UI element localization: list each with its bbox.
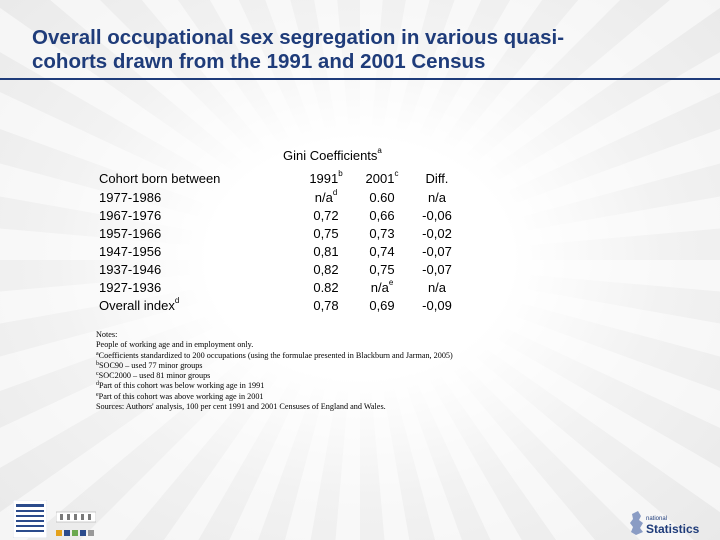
col-header-1991 (296, 171, 356, 186)
col-header-diff: Diff. (425, 171, 449, 186)
value-diff (407, 190, 467, 205)
notes-heading: Notes: (96, 330, 118, 339)
value-1991 (296, 226, 356, 241)
gini-header-sup: a (377, 146, 382, 155)
uk-map-icon (630, 511, 643, 535)
value-2001 (352, 244, 412, 259)
cohort-label (99, 262, 161, 277)
cohort-label-text: 1957-1966 (99, 226, 162, 241)
value-1991-text: 0,72 (313, 208, 339, 223)
note-line (96, 381, 526, 391)
note-line (96, 371, 526, 381)
value-2001-text: 0,74 (369, 244, 395, 259)
note-text: Coefficients standardized to 200 occupations (using the formulae presented in Blackburn and Jarman, 2005) (98, 350, 453, 360)
value-diff-text: -0,02 (422, 226, 452, 241)
col-header-2001 (352, 171, 412, 186)
note-text: Sources: Authors' analysis, 100 per cent 1991 and 2001 Censuses of England and Wales. (96, 402, 386, 412)
note-marker: b (96, 360, 99, 367)
note-text: SOC90 – used 77 minor groups (99, 360, 203, 370)
value-1991-text: 0,82 (313, 262, 339, 277)
value-diff (407, 226, 467, 241)
note-text: SOC2000 – used 81 minor groups (98, 371, 211, 381)
value-1991 (296, 208, 356, 223)
value-2001-text: 0,73 (369, 226, 395, 241)
value-2001 (352, 280, 412, 295)
overall-diff: -0,09 (422, 298, 452, 313)
value-2001-text: 0,75 (369, 262, 395, 277)
value-diff-text: n/a (427, 190, 447, 205)
value-1991-text: n/a (314, 190, 333, 205)
note-marker: d (96, 381, 99, 388)
overall-2001: 0,69 (369, 298, 395, 313)
overall-label-text: Overall index (99, 298, 175, 313)
note-marker: a (96, 350, 99, 357)
value-2001 (352, 226, 412, 241)
partner-logo (56, 510, 96, 538)
value-1991 (296, 190, 356, 205)
note-line (96, 340, 526, 350)
cohort-label (99, 244, 161, 259)
table-notes (96, 330, 526, 412)
value-2001-text: 0.60 (369, 190, 395, 205)
value-2001-sup: e (388, 278, 394, 287)
value-2001 (352, 262, 412, 277)
row-header: Cohort born between (99, 171, 221, 186)
note-line (96, 351, 526, 361)
overall-1991: 0,78 (313, 298, 339, 313)
cohort-label-text: 1937-1946 (99, 262, 162, 277)
slide-title-line1: Overall occupational sex segregation in various quasi- (32, 26, 565, 49)
value-1991 (296, 244, 356, 259)
overall-label-sup: d (174, 296, 180, 305)
value-diff-text: -0,06 (422, 208, 452, 223)
overall-label (99, 298, 179, 313)
value-1991-sup: d (332, 188, 338, 197)
col-header-1991-sup: b (338, 169, 343, 178)
slide-title-line2: cohorts drawn from the 1991 and 2001 Census (32, 50, 486, 73)
value-2001-text: n/a (370, 280, 389, 295)
note-marker: c (96, 371, 99, 378)
col-header-2001-label: 2001 (365, 171, 395, 186)
value-diff (407, 208, 467, 223)
col-header-2001-sup: c (394, 169, 399, 178)
esrc-logo (13, 500, 47, 538)
value-diff (407, 244, 467, 259)
cohort-label (99, 280, 161, 295)
note-text: Part of this cohort was above working age in 2001 (98, 391, 264, 401)
note-text: People of working age and in employment only. (96, 340, 254, 350)
value-1991 (296, 262, 356, 277)
national-statistics-logo (626, 508, 716, 538)
value-2001-text: 0,66 (369, 208, 395, 223)
value-2001 (352, 190, 412, 205)
value-1991 (296, 280, 356, 295)
logo-text-large: Statistics (646, 522, 700, 536)
cohort-label-text: 1977-1986 (99, 190, 162, 205)
cohort-label-text: 1947-1956 (99, 244, 162, 259)
logo-text-small: national (646, 516, 668, 522)
cohort-label-text: 1967-1976 (99, 208, 162, 223)
col-header-1991-label: 1991 (309, 171, 339, 186)
value-2001 (352, 208, 412, 223)
value-diff (407, 262, 467, 277)
note-line (96, 392, 526, 402)
gini-header (283, 148, 382, 163)
value-diff-text: -0,07 (422, 262, 452, 277)
gini-header-label: Gini Coefficients (283, 148, 378, 163)
cohort-label (99, 226, 161, 241)
note-marker: e (96, 391, 99, 398)
cohort-label-text: 1927-1936 (99, 280, 162, 295)
note-line (96, 402, 526, 412)
value-1991-text: 0.82 (313, 280, 339, 295)
value-diff (407, 280, 467, 295)
value-1991-text: 0,75 (313, 226, 339, 241)
value-diff-text: -0,07 (422, 244, 452, 259)
cohort-label (99, 208, 161, 223)
value-diff-text: n/a (427, 280, 447, 295)
value-1991-text: 0,81 (313, 244, 339, 259)
note-line (96, 361, 526, 371)
notes-list (96, 340, 526, 412)
note-text: Part of this cohort was below working age in 1991 (99, 381, 265, 391)
cohort-label (99, 190, 161, 205)
